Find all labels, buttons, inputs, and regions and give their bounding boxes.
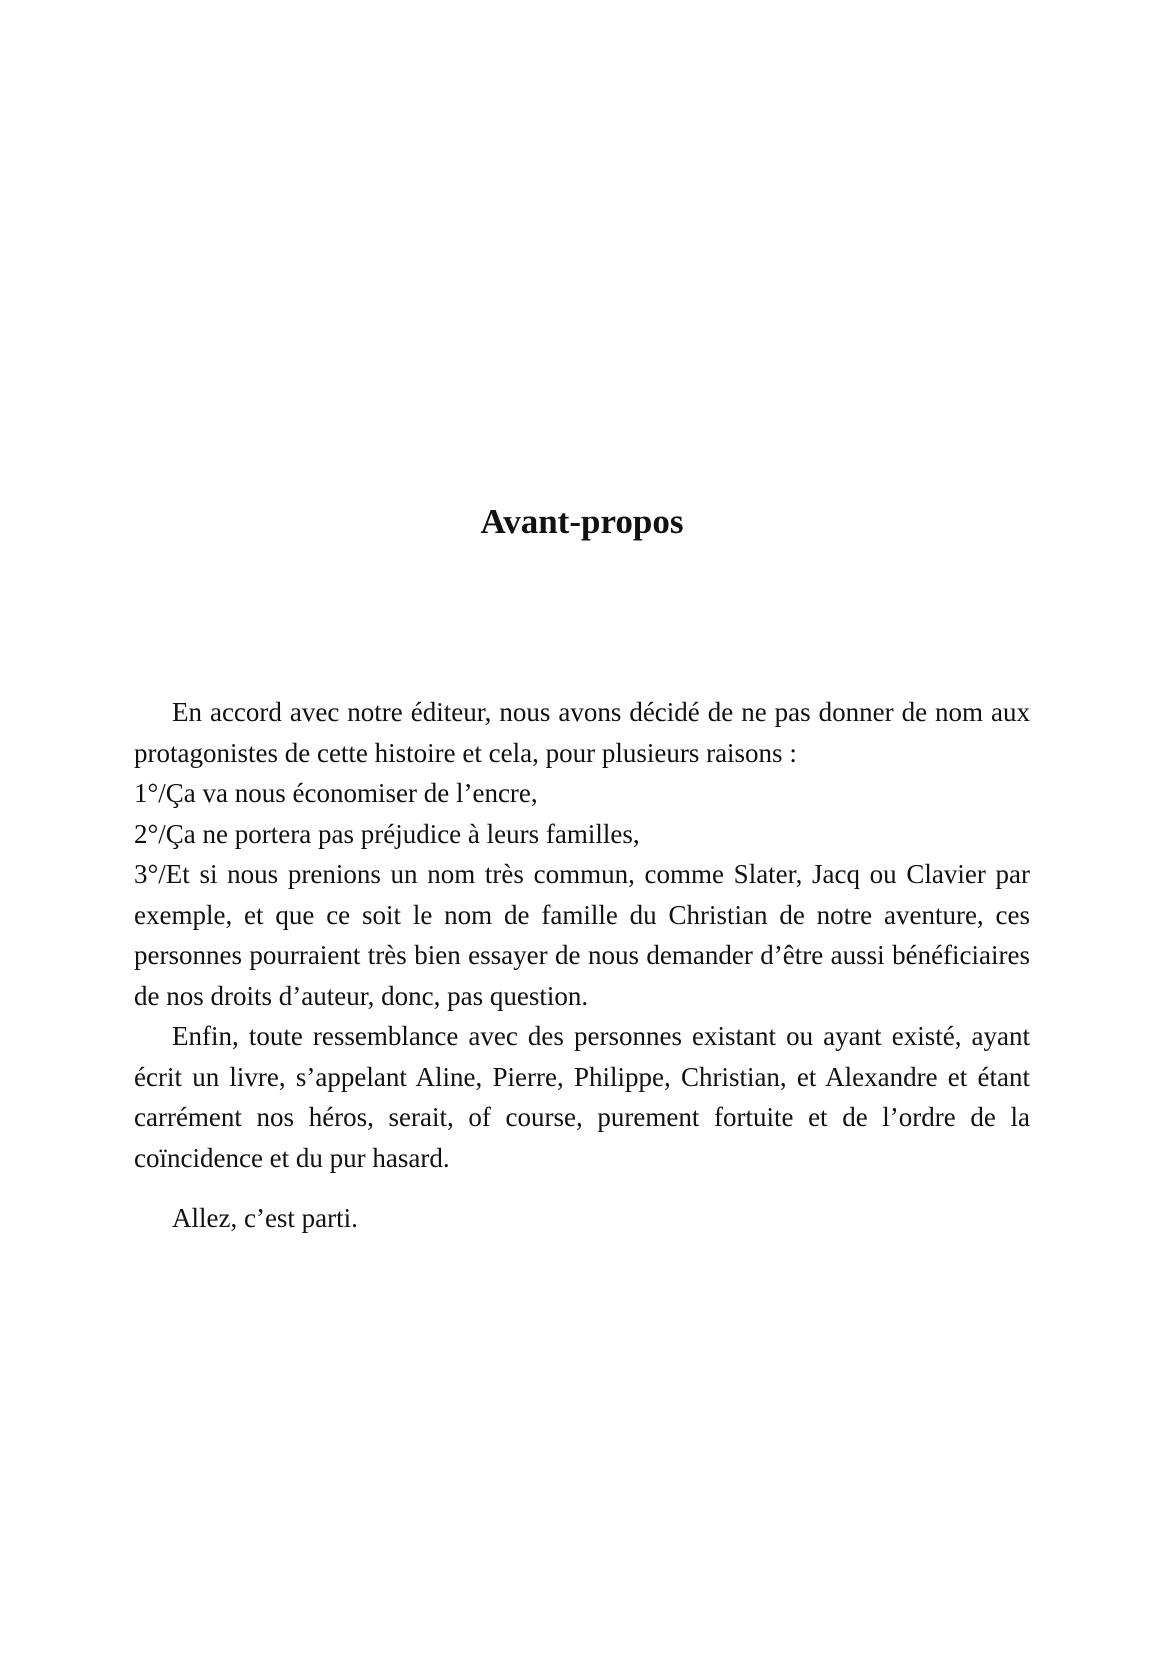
document-body [134,692,1030,1239]
reason-item-2: 2°/Ça ne portera pas préjudice à leurs familles, [134,818,640,849]
reason-item-1: 1°/Ça va nous économiser de l’encre, [134,778,538,808]
intro-paragraph: En accord avec notre éditeur, nous avons décidé de ne pas donner de nom aux protagonistes de cette histoire et cela, pour plusieurs raisons : [134,697,1030,768]
page-title: Avant-propos [480,502,684,541]
reason-item-3: 3°/Et si nous prenions un nom très commun, comme Slater, Jacq ou Clavier par exemple, et que ce soit le nom de famille du Christian de notre aventure, ces personnes pourraient très bien essayer de nous demander d’être aussi bénéficiaires de nos droits d’auteur, donc, pas question. [134,859,1030,1011]
closing-paragraph: Allez, c’est parti. [172,1203,358,1233]
disclaimer-paragraph: Enfin, toute ressemblance avec des personnes existant ou ayant existé, ayant écrit un livre, s’appelant Aline, Pierre, Philippe, Christian, et Alexandre et étant carrément nos héros, serait, of course, purement fortuite et de l’ordre de la coïncidence et du pur hasard. [134,1021,1030,1173]
